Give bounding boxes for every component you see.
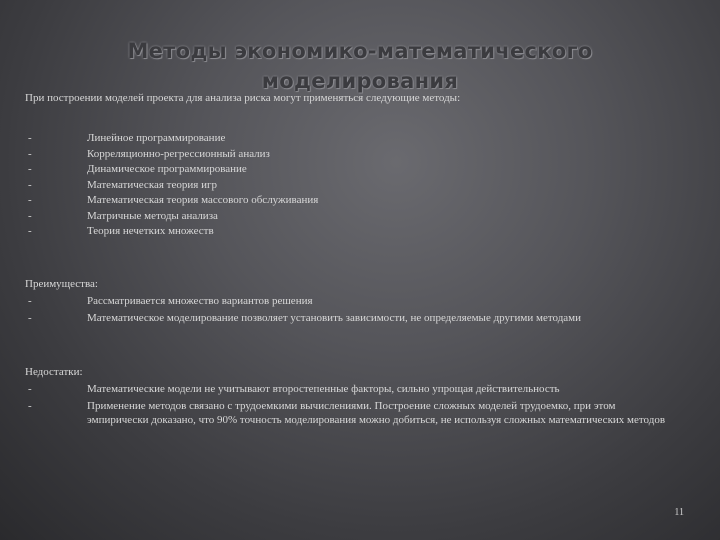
disadvantage-text: Математические модели не учитывают второстепенные факторы, сильно упрощая действительность [87,383,560,395]
method-label: Математическая теория массового обслуживания [87,194,319,206]
bullet-dash: - [28,225,32,237]
bullet-dash: - [28,147,32,160]
bullet-dash: - [28,163,32,175]
methods-list [28,131,318,240]
bullet-dash: - [28,400,32,412]
list-item [28,294,668,308]
disadvantages-heading: Недостатки: [25,366,83,378]
list-item [28,178,318,194]
method-label: Матричные методы анализа [87,209,218,222]
bullet-dash: - [28,132,32,144]
list-item [28,193,318,209]
advantages-list [28,294,668,325]
slide-title: Методы экономико-математического моделирования [127,39,593,93]
bullet-dash: - [28,178,32,191]
bullet-dash: - [28,194,32,206]
method-label: Корреляционно-регрессионный анализ [87,147,270,160]
method-label: Линейное программирование [87,132,226,144]
disadvantage-text: Применение методов связано с трудоемкими вычислениями. Построение сложных моделей трудоемко, при этом эмпирически доказано, что 90% точность моделирования можно добиться, не используя сложных математических методов [87,400,666,426]
method-label: Динамическое программирование [87,163,247,175]
disadvantages-list [28,382,668,427]
bullet-dash: - [28,209,32,222]
bullet-dash: - [28,312,32,324]
advantage-text: Рассматривается множество вариантов решения [87,295,313,307]
list-item [28,382,668,396]
method-label: Математическая теория игр [87,178,217,191]
list-item [28,224,318,240]
method-label: Теория нечетких множеств [87,225,214,237]
intro-text: При построении моделей проекта для анализа риска могут применяться следующие методы: [25,92,461,104]
bullet-dash: - [28,295,32,307]
list-item [28,209,318,225]
advantage-text: Математическое моделирование позволяет установить зависимости, не определяемые другими методами [87,312,582,324]
list-item [28,131,318,147]
list-item [28,162,318,178]
bullet-dash: - [28,383,32,395]
page-number: 11 [674,507,684,518]
advantages-heading: Преимущества: [25,278,98,290]
list-item [28,399,668,427]
list-item [28,311,668,325]
list-item [28,147,318,163]
